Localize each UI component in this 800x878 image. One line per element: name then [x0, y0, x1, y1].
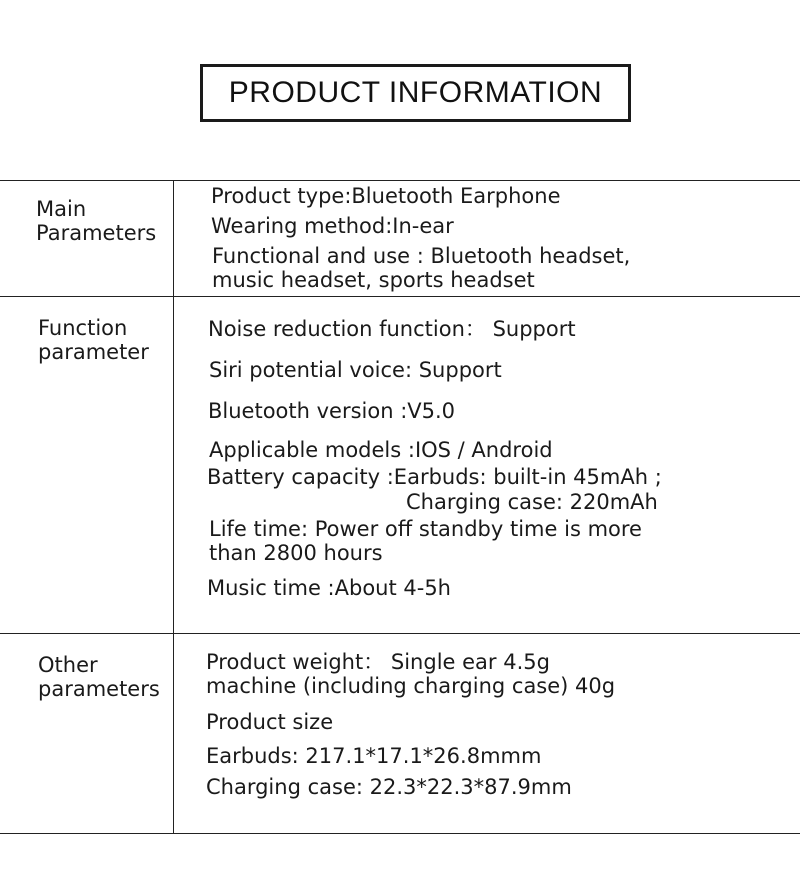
spec-line: Product size — [206, 710, 334, 734]
spec-line: Siri potential voice: Support — [209, 358, 502, 382]
section-label-other-parameters: Other parameters — [38, 653, 160, 701]
spec-line: Product weight： Single ear 4.5g — [206, 650, 550, 674]
table-divider-2 — [0, 633, 800, 634]
spec-line: Wearing method:In-ear — [211, 214, 454, 238]
spec-line: Charging case: 22.3*22.3*87.9mm — [206, 775, 572, 799]
spec-line: than 2800 hours — [209, 541, 383, 565]
spec-line: Bluetooth version :V5.0 — [208, 399, 456, 423]
spec-line: Charging case: 220mAh — [406, 490, 658, 514]
spec-line: machine (including charging case) 40g — [206, 674, 616, 698]
spec-line: music headset, sports headset — [212, 268, 535, 292]
spec-line: Earbuds: 217.1*17.1*26.8mmm — [206, 744, 542, 768]
title-box — [200, 64, 631, 122]
spec-line: Music time :About 4-5h — [207, 576, 451, 600]
spec-line: Functional and use : Bluetooth headset, — [212, 244, 631, 268]
section-label-function-parameter: Function parameter — [38, 316, 149, 364]
table-divider-1 — [0, 296, 800, 297]
table-border-bottom — [0, 833, 800, 834]
table-border-top — [0, 180, 800, 181]
spec-line: Product type:Bluetooth Earphone — [211, 184, 561, 208]
spec-line: Noise reduction function： Support — [208, 317, 576, 341]
table-column-divider — [173, 180, 174, 834]
page-title: PRODUCT INFORMATION — [228, 76, 603, 109]
spec-line: Applicable models :IOS / Android — [209, 438, 553, 462]
spec-line: Battery capacity :Earbuds: built-in 45mAh ; — [207, 465, 662, 489]
spec-line: Life time: Power off standby time is more — [209, 517, 642, 541]
section-label-main-parameters: Main Parameters — [36, 197, 157, 245]
